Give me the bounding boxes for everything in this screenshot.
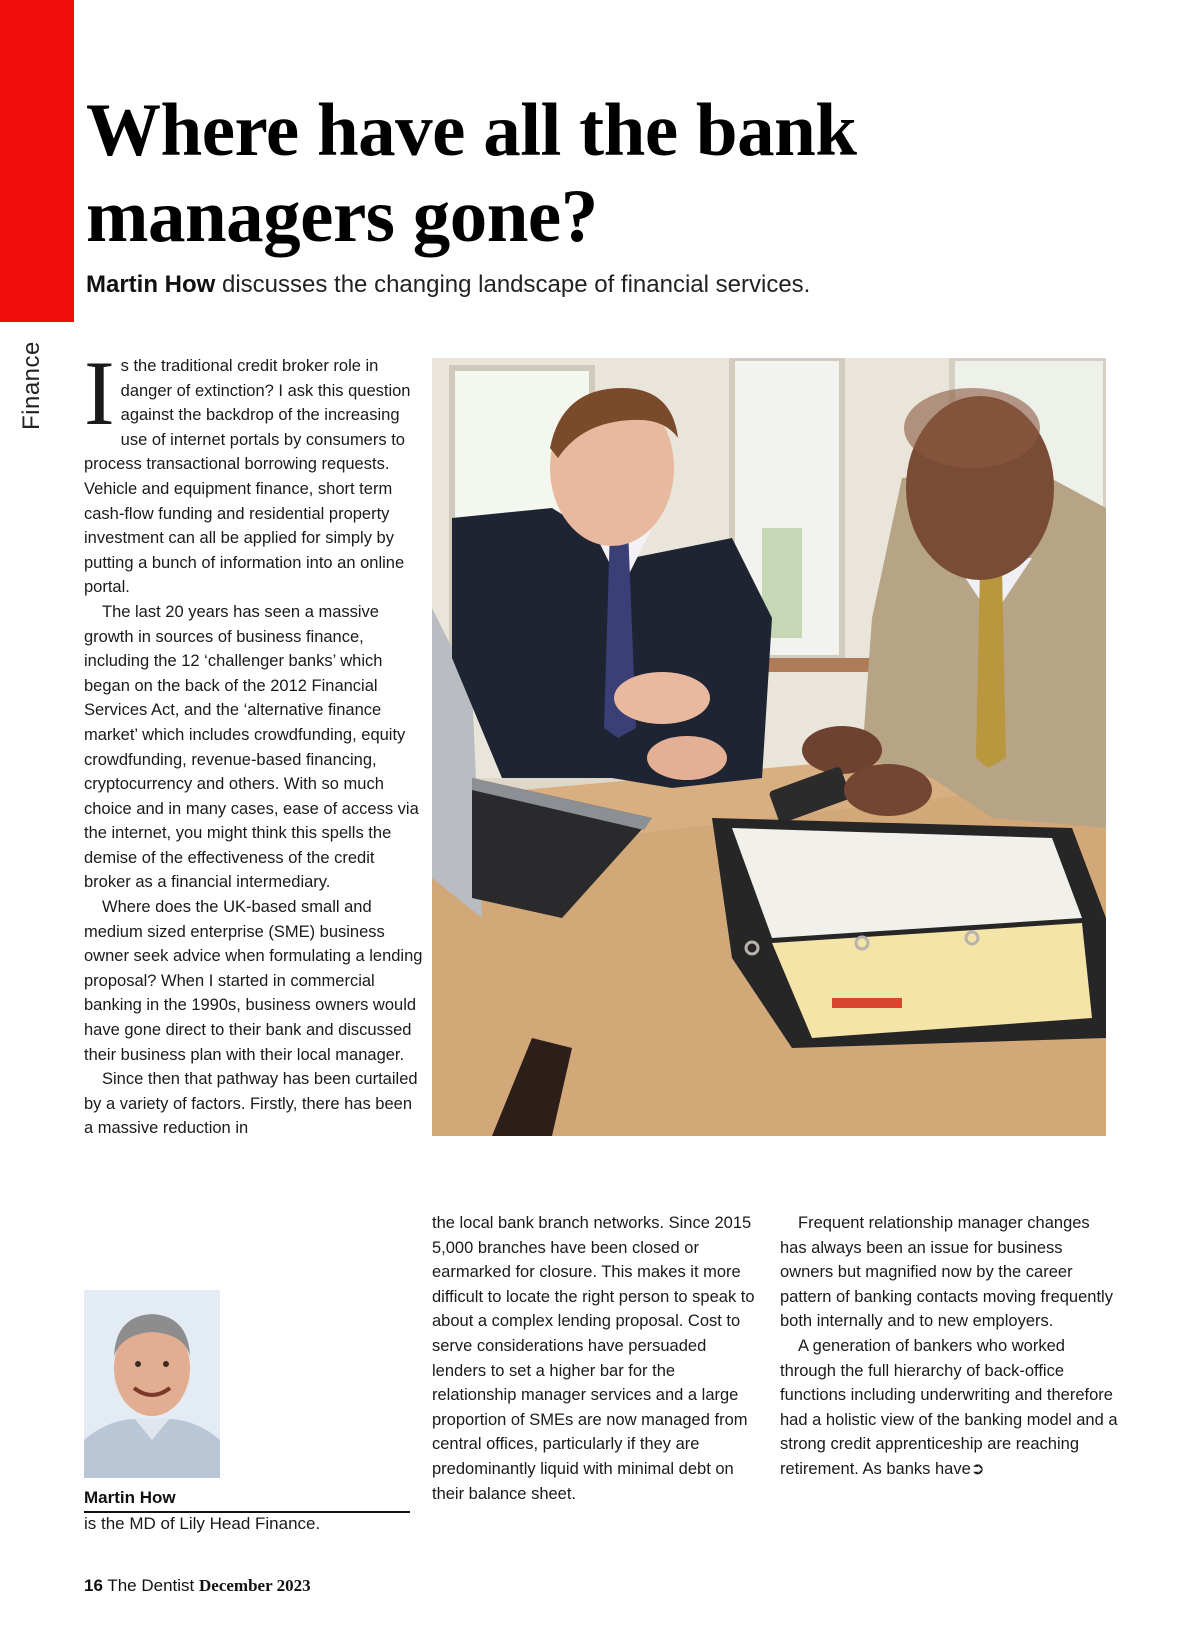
article-paragraph: s the traditional credit broker role in danger of extinction? I ask this question against the backdrop of the increasing use of internet portals by consumers to process transactional borrowing requests. Vehicle and equipment finance, short term cash-flow funding and residential property investment can all be applied for simply by putting a bunch of information into an online portal. xyxy=(84,357,411,597)
article-column-3 xyxy=(780,1211,1120,1482)
page-footer xyxy=(84,1576,311,1596)
article-paragraph: Where does the UK-based small and medium sized enterprise (SME) business owner seek advice when formulating a lending proposal? When I started in commercial banking in the 1990s, business owners would have gone direct to their bank and discussed their business plan with their local manager. xyxy=(84,898,423,1064)
article-paragraph: A generation of bankers who worked through the full hierarchy of back-office functions including underwriting and therefore had a holistic view of the banking model and a strong credit apprenticeship are reaching retirement. As banks have➲ xyxy=(780,1336,1118,1478)
article-photo-meeting xyxy=(432,358,1106,1136)
meeting-illustration xyxy=(432,358,1106,1136)
author-portrait xyxy=(84,1290,220,1478)
standfirst-text: discusses the changing landscape of financial services. xyxy=(215,271,811,298)
headline: Where have all the bank managers gone? xyxy=(86,89,857,258)
section-label: Finance xyxy=(18,341,45,430)
standfirst-author: Martin How xyxy=(86,271,216,298)
article-paragraph: Since then that pathway has been curtailed by a variety of factors. Firstly, there has been a massive reduction in xyxy=(84,1070,418,1138)
bio-name: Martin How xyxy=(84,1488,176,1507)
article-paragraph: Frequent relationship manager changes has always been an issue for business owners but magnified now by the career pattern of banking contacts moving frequently both internally and to new employers. xyxy=(780,1214,1113,1331)
publication-name: The Dentist xyxy=(107,1576,195,1595)
article-paragraph: The last 20 years has seen a massive growth in sources of business finance, including the 12 ‘challenger banks’ which began on the back of the 2012 Financial Services Act, and the ‘alternative finance market’ which includes crowdfunding, equity crowdfunding, revenue-based financing, cryptocurrency and others. With so much choice and in many cases, ease of access via the internet, you might think this spells the demise of the effectiveness of the credit broker as a financial intermediary. xyxy=(84,602,419,892)
article-paragraph: the local bank branch networks. Since 2015 5,000 branches have been closed or earmarked for closure. This makes it more difficult to locate the right person to speak to about a complex lending proposal. Cost to serve considerations have persuaded lenders to set a higher bar for the relationship manager services and a large proportion of SMEs are now managed from central offices, particularly if they are predominantly liquid with minimal debt on their balance sheet. xyxy=(432,1214,755,1503)
page-number: 16 xyxy=(84,1576,103,1595)
drop-cap: I xyxy=(84,342,115,444)
section-color-bar xyxy=(0,0,74,322)
article-column-1 xyxy=(84,342,424,1141)
bio-text: is the MD of Lily Head Finance. xyxy=(84,1514,321,1533)
standfirst xyxy=(86,270,1166,300)
bio-divider xyxy=(84,1511,410,1513)
author-portrait-illustration xyxy=(84,1290,220,1478)
issue-date: December 2023 xyxy=(199,1576,311,1595)
article-column-2 xyxy=(432,1211,764,1506)
